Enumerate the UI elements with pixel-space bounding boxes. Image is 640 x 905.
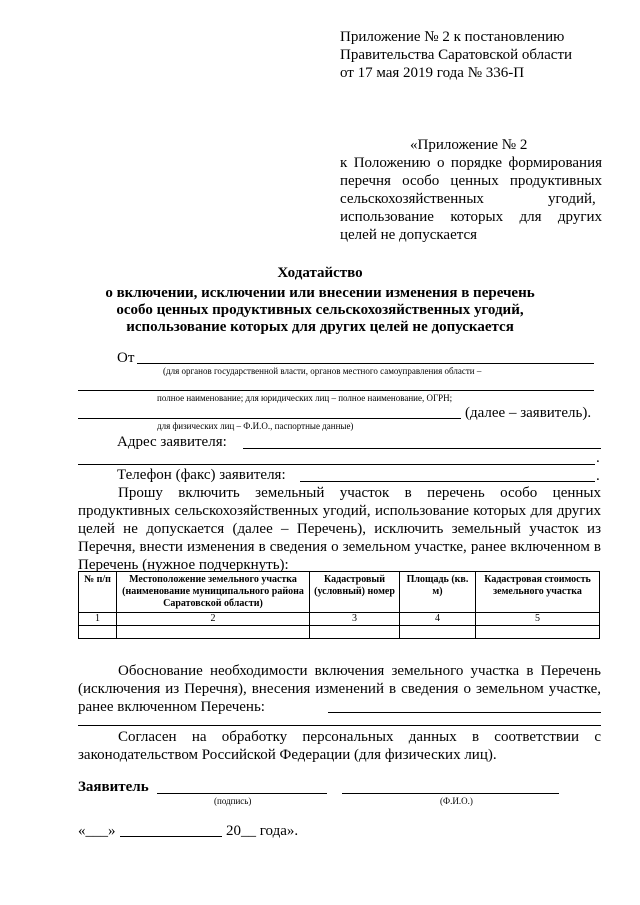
hint-line-3: для физических лиц – Ф.И.О., паспортные данные) [157,421,354,431]
name-field-line[interactable] [342,793,559,794]
sub-header-line-1: «Приложение № 2 [410,137,528,153]
sub-header-line-4b: угодий, [548,191,596,207]
annex-line-1: Приложение № 2 к постановлению [340,29,565,45]
name-hint: (Ф.И.О.) [440,796,473,806]
column-number-2: 2 [117,613,310,626]
justification-field-line[interactable] [328,712,601,713]
header-area: Площадь (кв. м) [400,572,476,613]
table-cell[interactable] [400,626,476,639]
annex-line-3: от 17 мая 2019 года № 336-П [340,65,525,81]
address-field-line-2[interactable] [78,464,595,465]
request-paragraph: Прошу включить земельный участок в перечень особо ценных продуктивных сельскохозяйственных угодий, использование которых для других целей не допускается (далее – Перечень), исключить земельный участок из Перечня, внести изменения в сведения о земельном участке, ранее включенном в Перечень (нужное подчеркнуть): [78,485,601,573]
sub-header-line-6: целей не допускается [340,227,478,243]
consent-paragraph: Согласен на обработку персональных данных в соответствии с законодательством Российской Федерации (для физических лиц). [78,729,601,763]
header-cadastral-number: Кадастровый (условный) номер [310,572,400,613]
from-field-line-3[interactable] [78,418,461,419]
table-cell[interactable] [476,626,600,639]
header-cadastral-value: Кадастровая стоимость земельного участка [476,572,600,613]
title-line-3: использование которых для других целей не допускается [126,319,514,335]
phone-dot: . [596,468,600,484]
date-day: «___» [78,823,116,839]
header-number: № п/п [79,572,117,613]
annex-line-2: Правительства Саратовской области [340,47,573,63]
table-row [79,613,600,626]
applicant-label: Заявитель [78,779,149,795]
from-label: От [117,350,135,366]
from-field-line-2[interactable] [78,390,594,391]
sub-header-line-5: использование которых для других [340,209,602,225]
sub-header-line-2: к Положению о порядке формирования [340,155,602,171]
applicant-suffix: (далее – заявитель). [465,405,592,421]
column-number-5: 5 [476,613,600,626]
address-label: Адрес заявителя: [117,434,227,450]
phone-label: Телефон (факс) заявителя: [117,467,286,483]
column-number-1: 1 [79,613,117,626]
sub-header-line-4a: сельскохозяйственных [340,191,484,207]
table-cell[interactable] [310,626,400,639]
land-plot-table [78,571,600,639]
sub-header-line-3: перечня особо ценных продуктивных [340,173,602,189]
table-header-row [79,572,600,613]
hint-line-2: полное наименование; для юридических лиц – полное наименование, ОГРН; [157,393,453,403]
table-row[interactable] [79,626,600,639]
signature-field-line[interactable] [157,793,327,794]
from-field-line[interactable] [137,363,594,364]
address-dot: . [596,450,600,466]
phone-field-line[interactable] [300,481,595,482]
table-cell[interactable] [117,626,310,639]
title-line-2: особо ценных продуктивных сельскохозяйственных угодий, [116,302,524,318]
date-month-line[interactable] [120,836,222,837]
table-cell[interactable] [79,626,117,639]
justification-paragraph: Обоснование необходимости включения земельного участка в Перечень (исключения из Перечня), внесения изменений в сведения о земельном участке, ранее включенном Перечень: [78,663,601,715]
signature-hint: (подпись) [214,796,252,806]
header-location: Местоположение земельного участка (наименование муниципального района Саратовской области) [117,572,310,613]
hint-line-1: (для органов государственной власти, органов местного самоуправления области – [163,366,482,376]
address-field-line[interactable] [243,448,601,449]
document-title: Ходатайство [277,265,363,281]
title-line-1: о включении, исключении или внесении изменения в перечень [105,285,535,301]
column-number-4: 4 [400,613,476,626]
justification-field-line-2[interactable] [78,725,601,726]
column-number-3: 3 [310,613,400,626]
date-year: 20__ года». [226,823,299,839]
